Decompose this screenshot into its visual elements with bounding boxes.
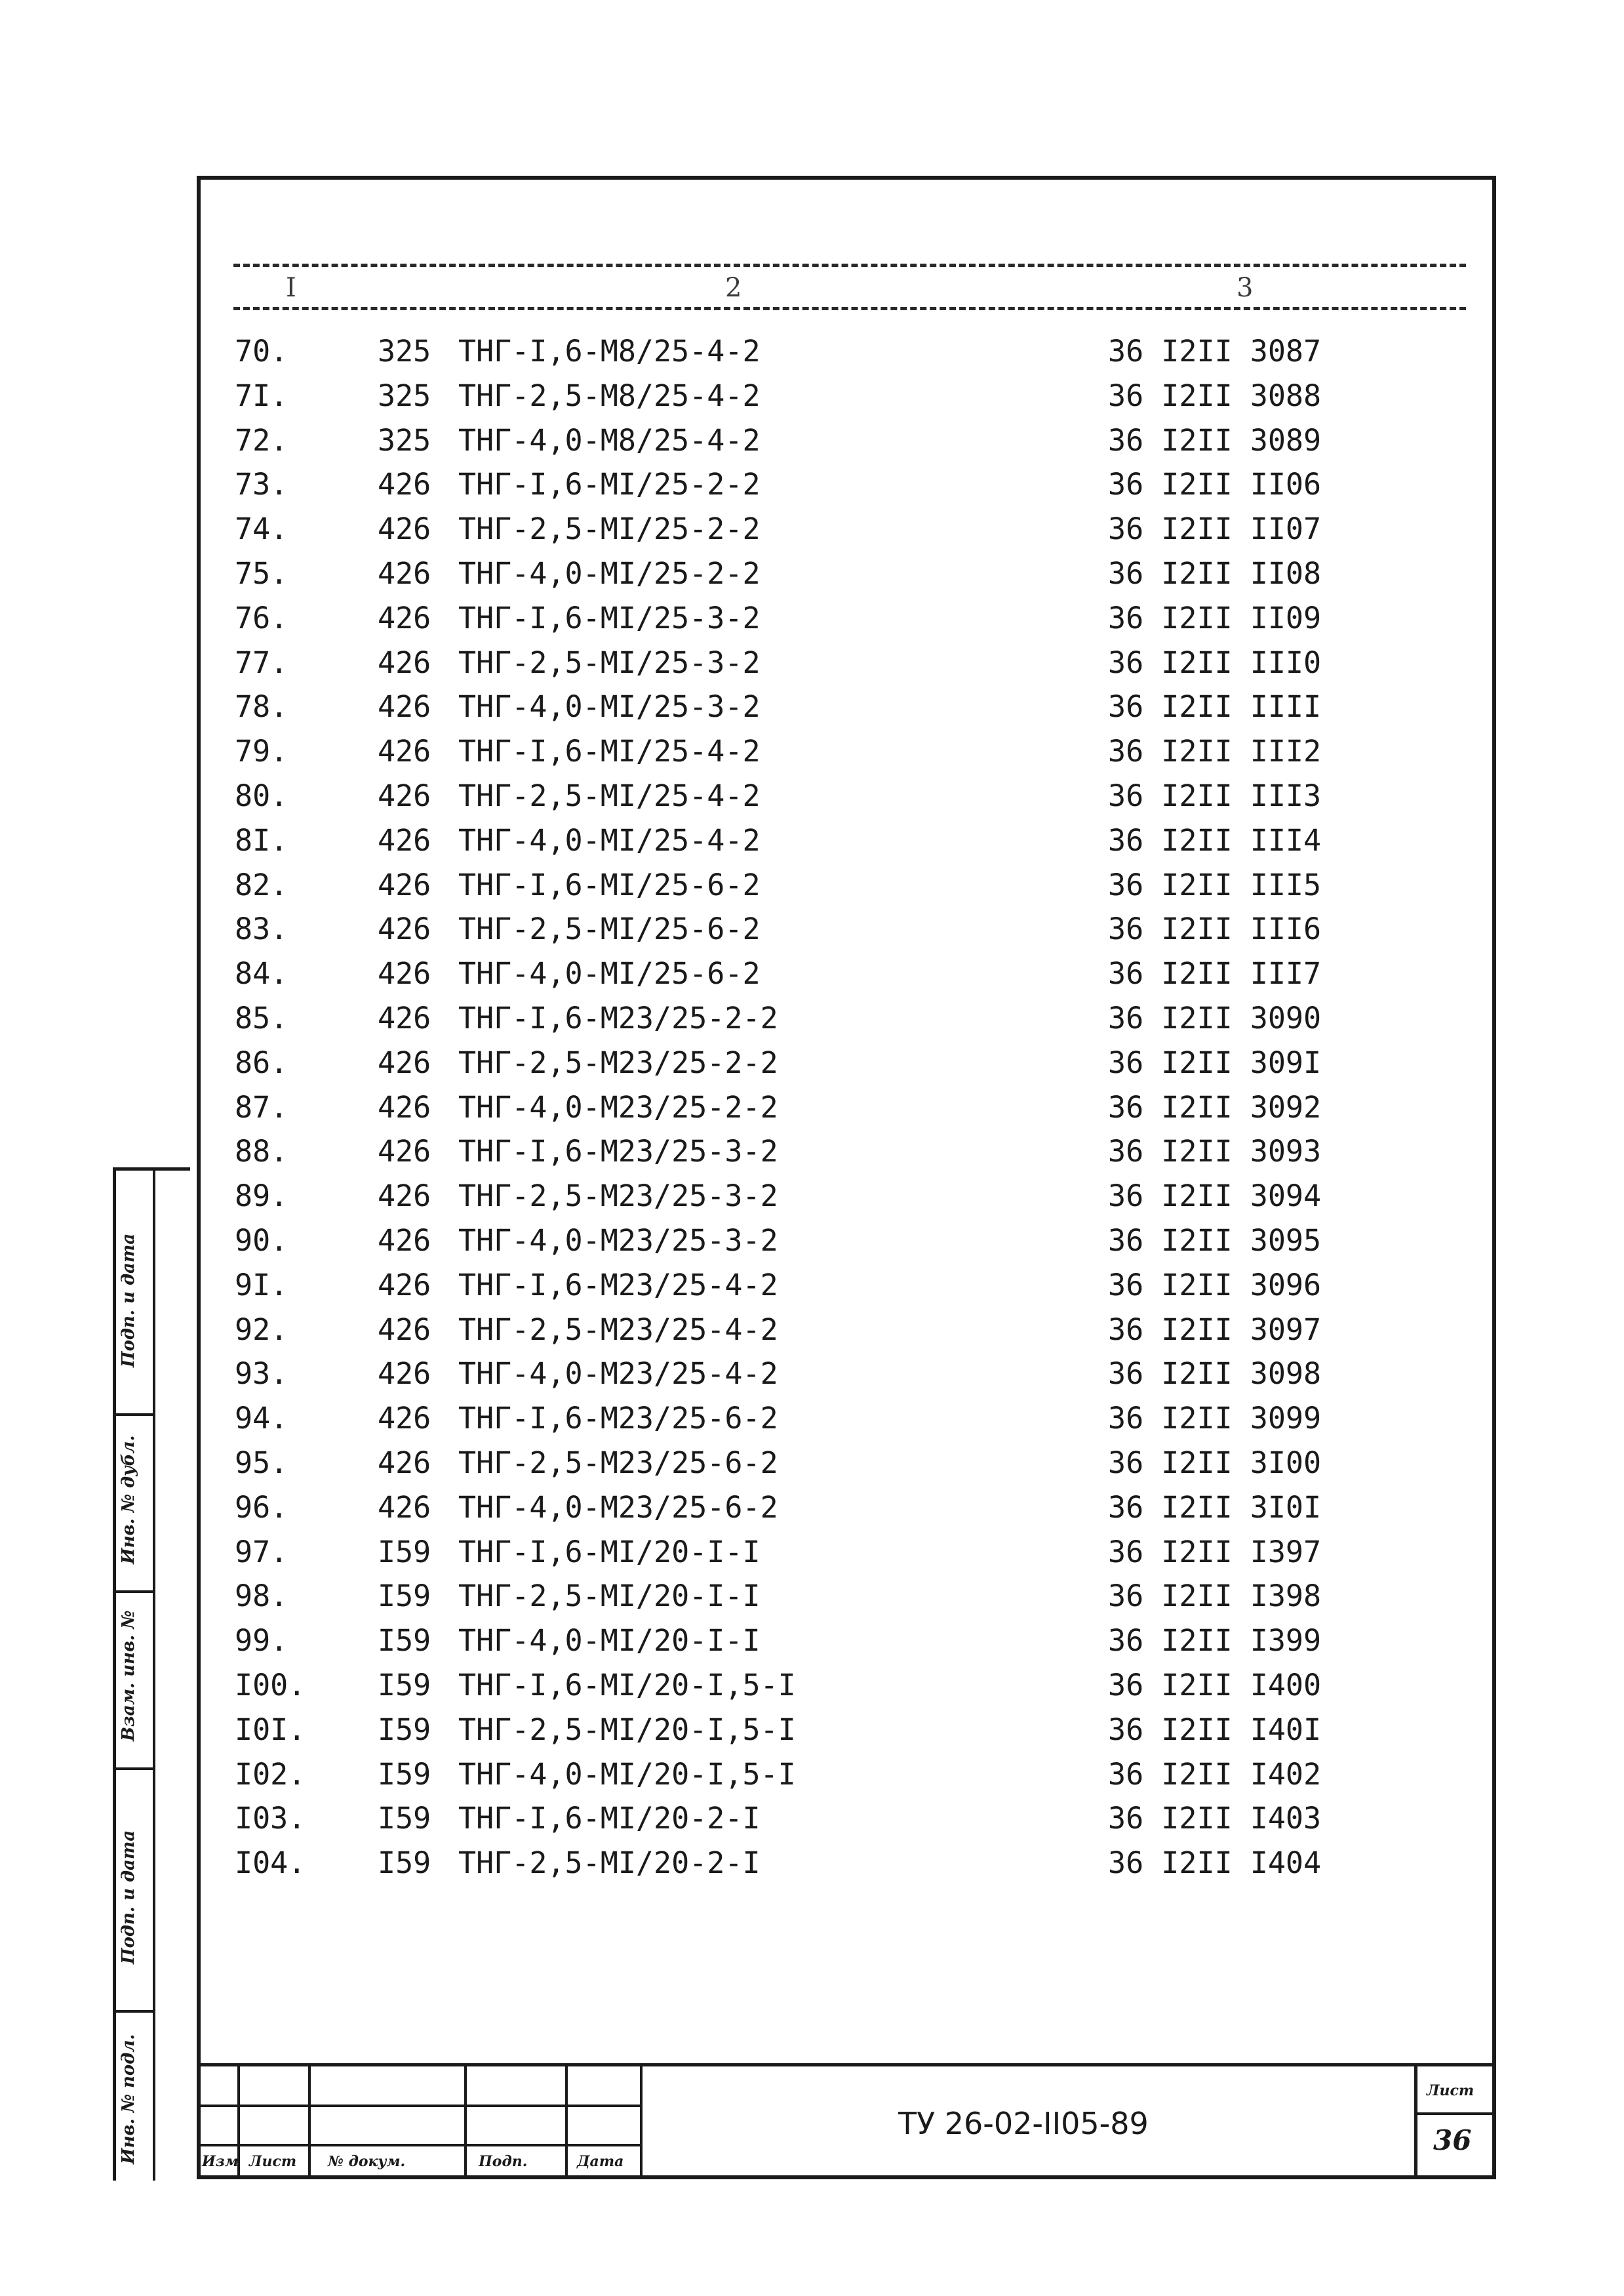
header-divider-top bbox=[233, 264, 1466, 267]
table-row bbox=[201, 1530, 1492, 1575]
title-block-label: Изм bbox=[202, 2153, 239, 2170]
row-code: 426 bbox=[378, 734, 431, 769]
grid-line bbox=[197, 2105, 643, 2107]
row-number: 98. bbox=[235, 1579, 288, 1614]
side-label: Подп. и дата bbox=[119, 1233, 138, 1367]
row-reference: 36 I2II III7 bbox=[1108, 956, 1322, 992]
side-label: Инв. № подл. bbox=[119, 2034, 138, 2164]
row-number: 93. bbox=[235, 1356, 288, 1392]
table-row bbox=[201, 952, 1492, 996]
row-number: 82. bbox=[235, 867, 288, 902]
row-reference: 36 I2II III3 bbox=[1108, 778, 1322, 813]
row-number: 97. bbox=[235, 1534, 288, 1569]
row-reference: 36 I2II 3096 bbox=[1108, 1267, 1322, 1302]
document-code: ТУ 26-02-II05-89 bbox=[898, 2106, 1149, 2141]
table-row bbox=[201, 1796, 1492, 1841]
grid-line bbox=[197, 2144, 643, 2146]
table-row bbox=[201, 552, 1492, 596]
side-cell-1 bbox=[116, 1171, 153, 1416]
table-row bbox=[201, 1352, 1492, 1396]
table-row bbox=[201, 418, 1492, 463]
row-designation: ТНГ-4,0-М23/25-6-2 bbox=[458, 1489, 778, 1525]
row-code: 426 bbox=[378, 867, 431, 902]
row-designation: ТНГ-I,6-МI/25-6-2 bbox=[458, 867, 761, 902]
row-number: 77. bbox=[235, 645, 288, 680]
row-code: 426 bbox=[378, 1401, 431, 1436]
row-code: 325 bbox=[378, 378, 431, 413]
row-designation: ТНГ-4,0-М23/25-4-2 bbox=[458, 1356, 778, 1392]
row-number: 72. bbox=[235, 422, 288, 458]
side-cell-3 bbox=[116, 1590, 153, 1770]
title-block-grid bbox=[197, 2066, 643, 2179]
column-header-2: 2 bbox=[725, 273, 742, 303]
row-code: 426 bbox=[378, 1489, 431, 1525]
row-number: 9I. bbox=[235, 1267, 288, 1302]
row-reference: 36 I2II III4 bbox=[1108, 822, 1322, 858]
row-code: 426 bbox=[378, 1222, 431, 1258]
row-code: 426 bbox=[378, 1445, 431, 1480]
row-designation: ТНГ-4,0-МI/25-4-2 bbox=[458, 822, 761, 858]
row-designation: ТНГ-2,5-МI/25-4-2 bbox=[458, 778, 761, 813]
row-reference: 36 I2II 3094 bbox=[1108, 1178, 1322, 1214]
row-designation: ТНГ-I,6-МI/25-4-2 bbox=[458, 734, 761, 769]
table-row bbox=[201, 462, 1492, 507]
row-designation: ТНГ-4,0-МI/25-3-2 bbox=[458, 689, 761, 725]
row-code: 426 bbox=[378, 645, 431, 680]
table-row bbox=[201, 1308, 1492, 1352]
row-designation: ТНГ-I,6-МI/25-3-2 bbox=[458, 600, 761, 635]
row-reference: 36 I2II 3095 bbox=[1108, 1222, 1322, 1258]
grid-line bbox=[640, 2066, 643, 2179]
row-code: I59 bbox=[378, 1845, 431, 1881]
row-reference: 36 I2II IIII bbox=[1108, 689, 1322, 725]
row-designation: ТНГ-I,6-М23/25-6-2 bbox=[458, 1401, 778, 1436]
row-reference: 36 I2II I40I bbox=[1108, 1712, 1322, 1747]
row-reference: 36 I2II 3090 bbox=[1108, 1000, 1322, 1036]
row-reference: 36 I2II III6 bbox=[1108, 912, 1322, 947]
row-designation: ТНГ-2,5-М23/25-4-2 bbox=[458, 1312, 778, 1347]
sheet-number: 36 bbox=[1433, 2124, 1472, 2156]
row-code: I59 bbox=[378, 1756, 431, 1792]
row-code: 426 bbox=[378, 912, 431, 947]
row-code: 426 bbox=[378, 1045, 431, 1080]
row-number: 7I. bbox=[235, 378, 288, 413]
table-row bbox=[201, 996, 1492, 1041]
row-reference: 36 I2II 3087 bbox=[1108, 334, 1322, 369]
row-number: I02. bbox=[235, 1756, 306, 1792]
row-designation: ТНГ-2,5-МI/25-3-2 bbox=[458, 645, 761, 680]
table-row bbox=[201, 729, 1492, 774]
row-reference: 36 I2II 3I00 bbox=[1108, 1445, 1322, 1480]
spec-table bbox=[201, 329, 1492, 1885]
row-reference: 36 I2II II08 bbox=[1108, 555, 1322, 591]
row-code: 426 bbox=[378, 600, 431, 635]
row-designation: ТНГ-4,0-МI/25-6-2 bbox=[458, 956, 761, 992]
row-designation: ТНГ-I,6-МI/25-2-2 bbox=[458, 467, 761, 502]
table-row bbox=[201, 374, 1492, 418]
row-number: 80. bbox=[235, 778, 288, 813]
row-designation: ТНГ-2,5-М8/25-4-2 bbox=[458, 378, 761, 413]
table-row bbox=[201, 863, 1492, 908]
row-number: 95. bbox=[235, 1445, 288, 1480]
row-code: I59 bbox=[378, 1534, 431, 1569]
row-reference: 36 I2II I402 bbox=[1108, 1756, 1322, 1792]
row-reference: 36 I2II I399 bbox=[1108, 1623, 1322, 1659]
row-code: 426 bbox=[378, 512, 431, 547]
row-number: 92. bbox=[235, 1312, 288, 1347]
row-number: 88. bbox=[235, 1134, 288, 1169]
row-reference: 36 I2II 3088 bbox=[1108, 378, 1322, 413]
row-code: 426 bbox=[378, 689, 431, 725]
row-designation: ТНГ-I,6-М23/25-4-2 bbox=[458, 1267, 778, 1302]
row-number: 87. bbox=[235, 1089, 288, 1125]
side-label: Инв. № дубл. bbox=[119, 1435, 138, 1564]
table-row bbox=[201, 1619, 1492, 1663]
side-stamp-inner-column bbox=[153, 1171, 196, 2181]
row-reference: 36 I2II 3089 bbox=[1108, 422, 1322, 458]
table-row bbox=[201, 1218, 1492, 1263]
row-number: 8I. bbox=[235, 822, 288, 858]
row-number: 73. bbox=[235, 467, 288, 502]
header-divider-bottom bbox=[233, 307, 1466, 310]
row-designation: ТНГ-2,5-МI/25-6-2 bbox=[458, 912, 761, 947]
row-reference: 36 I2II I404 bbox=[1108, 1845, 1322, 1881]
row-designation: ТНГ-4,0-МI/25-2-2 bbox=[458, 555, 761, 591]
table-row bbox=[201, 507, 1492, 552]
row-designation: ТНГ-2,5-МI/20-I-I bbox=[458, 1579, 761, 1614]
table-row bbox=[201, 1263, 1492, 1308]
row-designation: ТНГ-2,5-МI/20-I,5-I bbox=[458, 1712, 796, 1747]
row-code: 325 bbox=[378, 334, 431, 369]
row-designation: ТНГ-4,0-МI/20-I-I bbox=[458, 1623, 761, 1659]
row-reference: 36 I2II 3093 bbox=[1108, 1134, 1322, 1169]
row-number: 83. bbox=[235, 912, 288, 947]
row-designation: ТНГ-4,0-МI/20-I,5-I bbox=[458, 1756, 796, 1792]
table-row bbox=[201, 1441, 1492, 1485]
title-block-label: Дата bbox=[577, 2153, 624, 2170]
row-designation: ТНГ-2,5-МI/20-2-I bbox=[458, 1845, 761, 1881]
row-number: 90. bbox=[235, 1222, 288, 1258]
table-row bbox=[201, 1485, 1492, 1530]
row-number: 75. bbox=[235, 555, 288, 591]
table-row bbox=[201, 641, 1492, 685]
side-stamp bbox=[113, 1167, 190, 2181]
title-block bbox=[197, 2063, 1496, 2179]
row-code: 426 bbox=[378, 956, 431, 992]
table-row bbox=[201, 1574, 1492, 1619]
row-code: 325 bbox=[378, 422, 431, 458]
table-row bbox=[201, 1663, 1492, 1708]
row-number: 74. bbox=[235, 512, 288, 547]
table-row bbox=[201, 685, 1492, 729]
row-reference: 36 I2II III2 bbox=[1108, 734, 1322, 769]
table-row bbox=[201, 1396, 1492, 1441]
grid-line bbox=[1417, 2112, 1496, 2115]
table-row bbox=[201, 1174, 1492, 1218]
row-reference: 36 I2II 3097 bbox=[1108, 1312, 1322, 1347]
row-code: 426 bbox=[378, 1267, 431, 1302]
row-number: 84. bbox=[235, 956, 288, 992]
table-row bbox=[201, 774, 1492, 818]
row-code: 426 bbox=[378, 1178, 431, 1214]
table-row bbox=[201, 1129, 1492, 1174]
grid-line bbox=[565, 2066, 568, 2179]
row-designation: ТНГ-2,5-М23/25-6-2 bbox=[458, 1445, 778, 1480]
row-reference: 36 I2II I398 bbox=[1108, 1579, 1322, 1614]
row-code: I59 bbox=[378, 1623, 431, 1659]
side-label: Подп. и дата bbox=[119, 1830, 138, 1964]
row-number: 78. bbox=[235, 689, 288, 725]
side-cell-5 bbox=[116, 2010, 153, 2184]
row-number: 76. bbox=[235, 600, 288, 635]
row-designation: ТНГ-4,0-М23/25-3-2 bbox=[458, 1222, 778, 1258]
row-reference: 36 I2II III0 bbox=[1108, 645, 1322, 680]
row-number: 99. bbox=[235, 1623, 288, 1659]
row-reference: 36 I2II I397 bbox=[1108, 1534, 1322, 1569]
table-row bbox=[201, 1041, 1492, 1085]
table-row bbox=[201, 907, 1492, 952]
side-label: Взам. инв. № bbox=[119, 1610, 138, 1741]
row-number: 96. bbox=[235, 1489, 288, 1525]
row-designation: ТНГ-2,5-МI/25-2-2 bbox=[458, 512, 761, 547]
row-designation: ТНГ-I,6-МI/20-I-I bbox=[458, 1534, 761, 1569]
title-block-label: Лист bbox=[249, 2153, 297, 2170]
table-row bbox=[201, 1708, 1492, 1752]
column-header-1: I bbox=[286, 273, 296, 303]
row-designation: ТНГ-2,5-М23/25-2-2 bbox=[458, 1045, 778, 1080]
table-row bbox=[201, 596, 1492, 641]
grid-line bbox=[464, 2066, 467, 2179]
table-row bbox=[201, 818, 1492, 863]
row-reference: 36 I2II II07 bbox=[1108, 512, 1322, 547]
row-reference: 36 I2II II06 bbox=[1108, 467, 1322, 502]
row-code: 426 bbox=[378, 822, 431, 858]
row-designation: ТНГ-I,6-М23/25-2-2 bbox=[458, 1000, 778, 1036]
row-code: 426 bbox=[378, 1089, 431, 1125]
row-code: 426 bbox=[378, 1356, 431, 1392]
row-code: I59 bbox=[378, 1712, 431, 1747]
row-number: I03. bbox=[235, 1801, 306, 1836]
row-reference: 36 I2II 3I0I bbox=[1108, 1489, 1322, 1525]
document-frame bbox=[197, 176, 1496, 2179]
row-reference: 36 I2II II09 bbox=[1108, 600, 1322, 635]
row-code: 426 bbox=[378, 1134, 431, 1169]
row-code: 426 bbox=[378, 555, 431, 591]
row-designation: ТНГ-I,6-М23/25-3-2 bbox=[458, 1134, 778, 1169]
row-number: 94. bbox=[235, 1401, 288, 1436]
row-reference: 36 I2II III5 bbox=[1108, 867, 1322, 902]
row-reference: 36 I2II I403 bbox=[1108, 1801, 1322, 1836]
table-row bbox=[201, 1752, 1492, 1797]
row-code: I59 bbox=[378, 1667, 431, 1702]
row-designation: ТНГ-I,6-М8/25-4-2 bbox=[458, 334, 761, 369]
row-designation: ТНГ-2,5-М23/25-3-2 bbox=[458, 1178, 778, 1214]
row-number: 70. bbox=[235, 334, 288, 369]
grid-line bbox=[308, 2066, 311, 2179]
row-designation: ТНГ-I,6-МI/20-I,5-I bbox=[458, 1667, 796, 1702]
table-row bbox=[201, 1841, 1492, 1885]
row-designation: ТНГ-I,6-МI/20-2-I bbox=[458, 1801, 761, 1836]
title-block-label: Подп. bbox=[479, 2153, 528, 2170]
row-number: I04. bbox=[235, 1845, 306, 1881]
row-number: 79. bbox=[235, 734, 288, 769]
row-designation: ТНГ-4,0-М23/25-2-2 bbox=[458, 1089, 778, 1125]
row-code: 426 bbox=[378, 778, 431, 813]
sheet-box bbox=[1414, 2066, 1496, 2179]
row-code: I59 bbox=[378, 1579, 431, 1614]
column-header-3: 3 bbox=[1237, 273, 1254, 303]
row-number: 89. bbox=[235, 1178, 288, 1214]
row-code: 426 bbox=[378, 1000, 431, 1036]
side-cell-4 bbox=[116, 1767, 153, 2013]
row-reference: 36 I2II 3092 bbox=[1108, 1089, 1322, 1125]
row-number: I0I. bbox=[235, 1712, 306, 1747]
title-block-label: № докум. bbox=[328, 2153, 406, 2170]
row-number: I00. bbox=[235, 1667, 306, 1702]
row-designation: ТНГ-4,0-М8/25-4-2 bbox=[458, 422, 761, 458]
side-cell-2 bbox=[116, 1413, 153, 1593]
sheet-label: Лист bbox=[1427, 2082, 1475, 2099]
row-number: 86. bbox=[235, 1045, 288, 1080]
table-row bbox=[201, 1085, 1492, 1130]
row-number: 85. bbox=[235, 1000, 288, 1036]
row-reference: 36 I2II I400 bbox=[1108, 1667, 1322, 1702]
row-reference: 36 I2II 3099 bbox=[1108, 1401, 1322, 1436]
row-reference: 36 I2II 3098 bbox=[1108, 1356, 1322, 1392]
row-code: I59 bbox=[378, 1801, 431, 1836]
row-code: 426 bbox=[378, 1312, 431, 1347]
row-code: 426 bbox=[378, 467, 431, 502]
table-row bbox=[201, 329, 1492, 374]
row-reference: 36 I2II 309I bbox=[1108, 1045, 1322, 1080]
